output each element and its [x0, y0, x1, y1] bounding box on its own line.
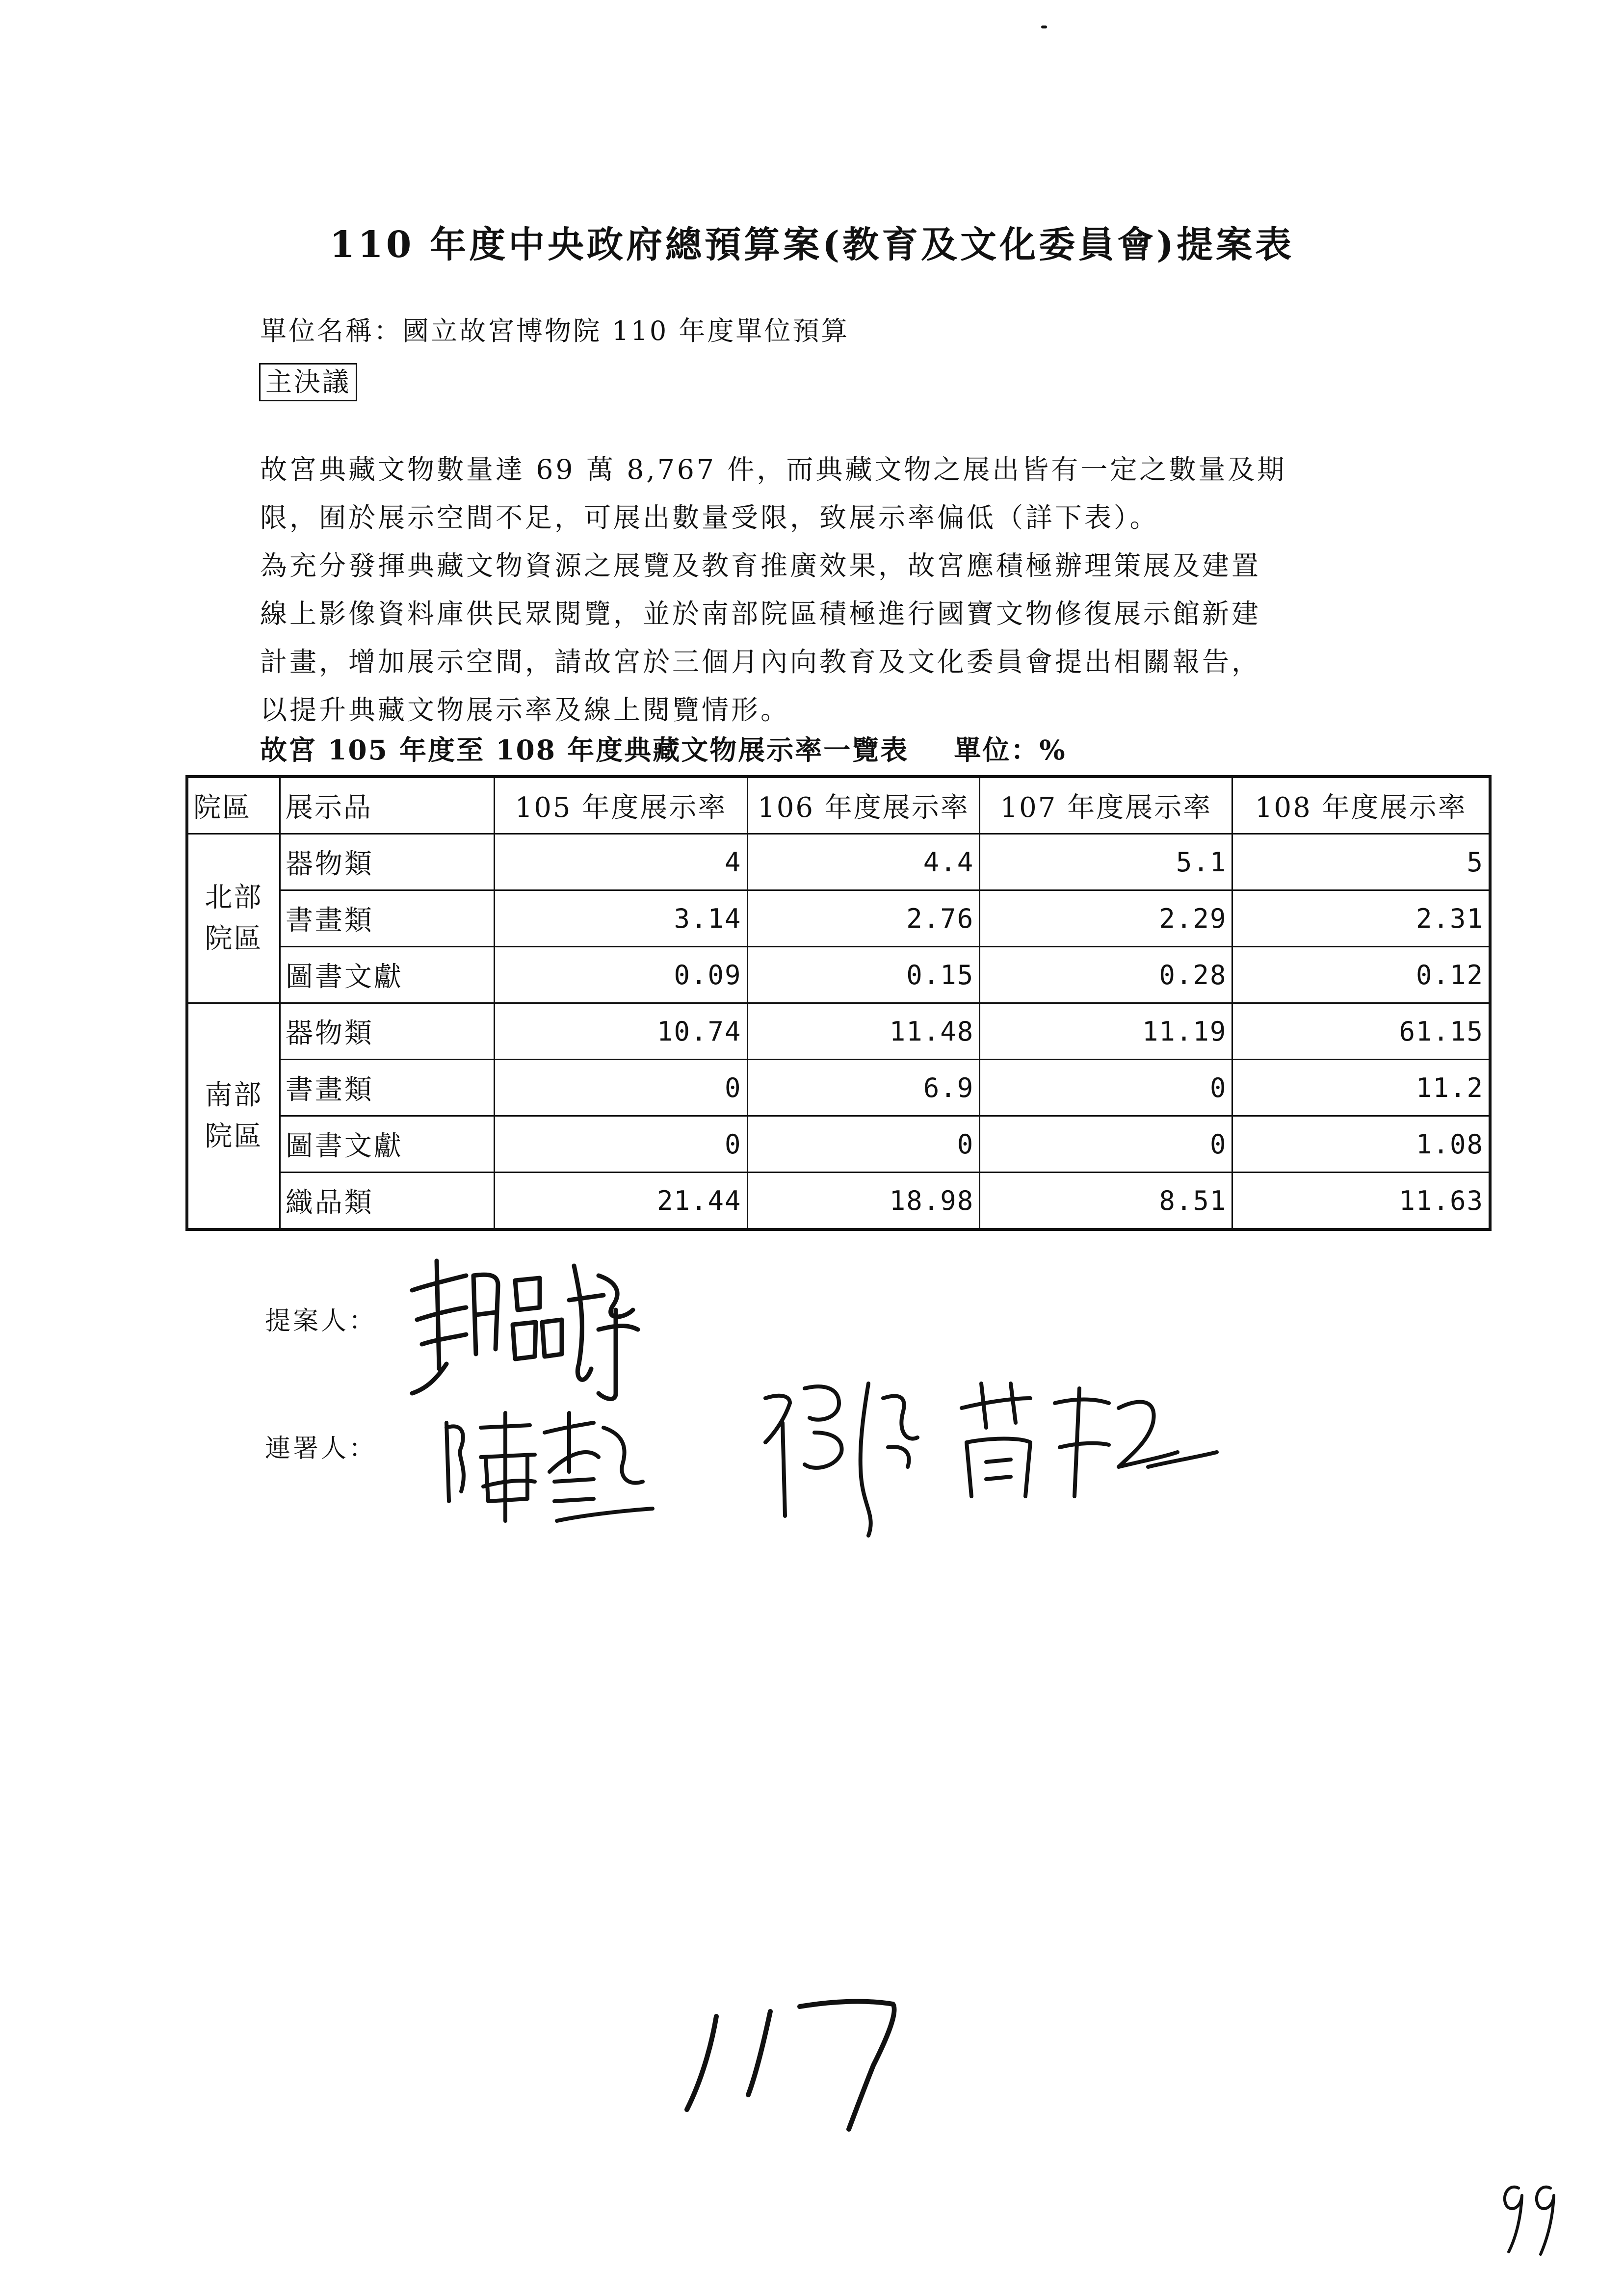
- table-unit: 單位：%: [954, 734, 1067, 766]
- body-line: 以提升典藏文物展示率及線上閱覽情形。: [260, 694, 790, 726]
- value-cell: 0: [495, 1060, 747, 1116]
- value-cell: 0: [495, 1116, 747, 1173]
- proposer-signature: [393, 1246, 667, 1403]
- proposer-label: 提案人：: [265, 1306, 377, 1336]
- category-cell: 器物類: [280, 834, 495, 890]
- value-cell: 11.19: [980, 1003, 1232, 1060]
- value-cell: 2.31: [1232, 890, 1490, 947]
- value-cell: 10.74: [495, 1003, 747, 1060]
- header-item: 展示品: [280, 777, 495, 834]
- region-north: [187, 834, 280, 1003]
- header-108: 108 年度展示率: [1232, 777, 1490, 834]
- region-name: 院區: [205, 923, 263, 955]
- table-caption-text: 故宮 105 年度至 108 年度典藏文物展示率一覽表: [260, 734, 909, 766]
- value-cell: 5: [1232, 834, 1490, 890]
- table-row: [187, 947, 1490, 1003]
- page-number: [1492, 2168, 1570, 2267]
- proposal-body: [260, 445, 1388, 734]
- page-title: 110 年度中央政府總預算案(教育及文化委員會)提案表: [329, 224, 1295, 266]
- category-cell: 織品類: [280, 1173, 495, 1230]
- table-row: [187, 1060, 1490, 1116]
- table-row: [187, 834, 1490, 890]
- table-row: [187, 1173, 1490, 1230]
- body-line: 計畫，增加展示空間，請故宮於三個月內向教育及文化委員會提出相關報告，: [260, 646, 1261, 678]
- category-cell: 圖書文獻: [280, 1116, 495, 1173]
- value-cell: 0: [980, 1060, 1232, 1116]
- value-cell: 8.51: [980, 1173, 1232, 1230]
- header-105: 105 年度展示率: [495, 777, 747, 834]
- category-cell: 器物類: [280, 1003, 495, 1060]
- region-name: 院區: [205, 1120, 263, 1152]
- body-line: 故宮典藏文物數量達 69 萬 8,767 件，而典藏文物之展出皆有一定之數量及期: [260, 454, 1287, 485]
- value-cell: 0.28: [980, 947, 1232, 1003]
- table-header-row: [187, 777, 1490, 834]
- value-cell: 6.9: [747, 1060, 980, 1116]
- value-cell: 18.98: [747, 1173, 980, 1230]
- table-row: [187, 1003, 1490, 1060]
- header-107: 107 年度展示率: [980, 777, 1232, 834]
- body-line: 為充分發揮典藏文物資源之展覽及教育推廣效果，故宮應積極辦理策展及建置: [260, 550, 1261, 581]
- header-region: 院區: [187, 777, 280, 834]
- cosigner-label: 連署人：: [265, 1434, 377, 1463]
- value-cell: 11.2: [1232, 1060, 1490, 1116]
- category-cell: 書畫類: [280, 890, 495, 947]
- value-cell: 61.15: [1232, 1003, 1490, 1060]
- body-line: 線上影像資料庫供民眾閱覽，並於南部院區積極進行國寶文物修復展示館新建: [260, 598, 1261, 629]
- value-cell: 11.63: [1232, 1173, 1490, 1230]
- region-name: 南部: [205, 1079, 263, 1111]
- value-cell: 21.44: [495, 1173, 747, 1230]
- value-cell: 0.09: [495, 947, 747, 1003]
- value-cell: 2.29: [980, 890, 1232, 947]
- value-cell: 0.12: [1232, 947, 1490, 1003]
- value-cell: 1.08: [1232, 1116, 1490, 1173]
- table-caption: [260, 729, 1067, 767]
- value-cell: 0.15: [747, 947, 980, 1003]
- table-row: [187, 1116, 1490, 1173]
- body-line: 限，囿於展示空間不足，可展出數量受限，致展示率偏低（詳下表）。: [260, 502, 1159, 533]
- display-rate-table: [185, 775, 1492, 1231]
- scan-speck: [1041, 26, 1047, 28]
- table-row: [187, 890, 1490, 947]
- value-cell: 4.4: [747, 834, 980, 890]
- category-cell: 圖書文獻: [280, 947, 495, 1003]
- value-cell: 5.1: [980, 834, 1232, 890]
- unit-name: 單位名稱：國立故宮博物院 110 年度單位預算: [260, 315, 850, 346]
- value-cell: 3.14: [495, 890, 747, 947]
- category-cell: 書畫類: [280, 1060, 495, 1116]
- cosigner-signature-1: [432, 1403, 707, 1531]
- value-cell: 0: [980, 1116, 1232, 1173]
- region-name: 北部: [205, 882, 263, 913]
- header-106: 106 年度展示率: [747, 777, 980, 834]
- handwritten-number: [667, 1992, 922, 2139]
- value-cell: 0: [747, 1116, 980, 1173]
- cosigner-signature-2: [756, 1369, 1227, 1545]
- value-cell: 2.76: [747, 890, 980, 947]
- value-cell: 4: [495, 834, 747, 890]
- region-south: [187, 1003, 280, 1230]
- value-cell: 11.48: [747, 1003, 980, 1060]
- decision-type-box: 主決議: [259, 363, 357, 401]
